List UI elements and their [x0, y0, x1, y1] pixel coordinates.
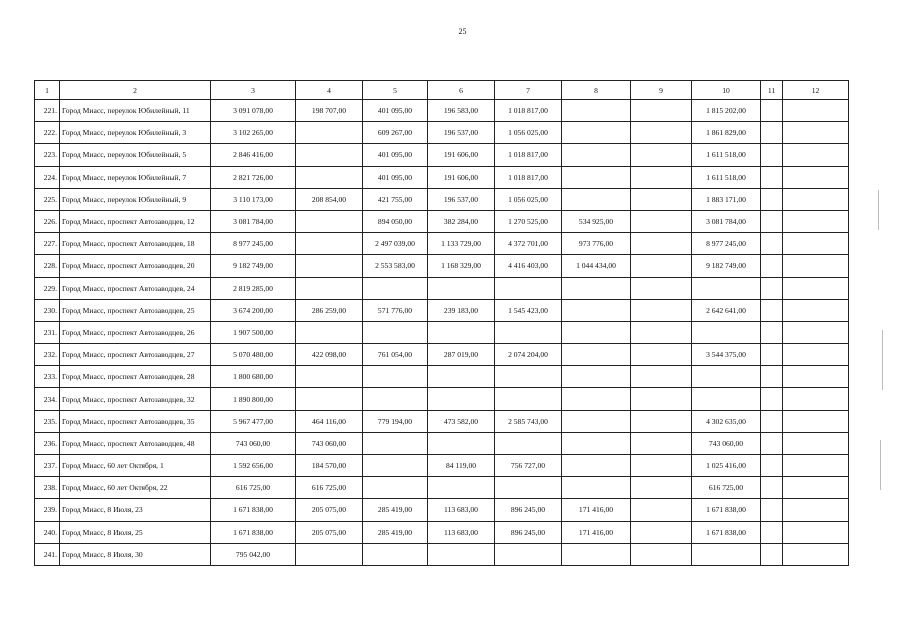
- column-header: 1: [35, 81, 60, 100]
- value-cell: [783, 477, 849, 499]
- value-cell: 743 060,00: [211, 432, 296, 454]
- value-cell: 464 116,00: [296, 410, 363, 432]
- row-number-cell: 241.: [35, 543, 60, 565]
- value-cell: 1 592 656,00: [211, 455, 296, 477]
- value-cell: [363, 432, 428, 454]
- value-cell: [495, 321, 562, 343]
- value-cell: 205 075,00: [296, 521, 363, 543]
- value-cell: [761, 321, 783, 343]
- value-cell: 8 977 245,00: [692, 233, 761, 255]
- page-number: 25: [458, 27, 467, 36]
- value-cell: [495, 277, 562, 299]
- value-cell: 616 725,00: [296, 477, 363, 499]
- value-cell: [428, 277, 495, 299]
- value-cell: 285 419,00: [363, 499, 428, 521]
- table-row: [35, 321, 849, 343]
- column-header: 12: [783, 81, 849, 100]
- row-number-cell: 239.: [35, 499, 60, 521]
- value-cell: [631, 277, 692, 299]
- value-cell: 1 907 500,00: [211, 321, 296, 343]
- value-cell: [562, 277, 631, 299]
- column-header: 4: [296, 81, 363, 100]
- value-cell: [296, 122, 363, 144]
- value-cell: 896 245,00: [495, 499, 562, 521]
- value-cell: [296, 255, 363, 277]
- value-cell: 571 776,00: [363, 299, 428, 321]
- value-cell: 896 245,00: [495, 521, 562, 543]
- value-cell: [761, 499, 783, 521]
- table-row: [35, 521, 849, 543]
- value-cell: 9 182 749,00: [211, 255, 296, 277]
- value-cell: [631, 521, 692, 543]
- value-cell: 973 776,00: [562, 233, 631, 255]
- table-row: [35, 455, 849, 477]
- row-number-cell: 234.: [35, 388, 60, 410]
- value-cell: 795 042,00: [211, 543, 296, 565]
- value-cell: [631, 344, 692, 366]
- address-cell: Город Миасс, переулок Юбилейный, 7: [60, 166, 211, 188]
- value-cell: [692, 277, 761, 299]
- value-cell: [562, 432, 631, 454]
- value-cell: [761, 166, 783, 188]
- value-cell: [783, 188, 849, 210]
- value-cell: 3 091 078,00: [211, 100, 296, 122]
- value-cell: 1 018 817,00: [495, 100, 562, 122]
- value-cell: 3 081 784,00: [692, 210, 761, 232]
- table-row: [35, 499, 849, 521]
- address-cell: Город Миасс, проспект Автозаводцев, 35: [60, 410, 211, 432]
- value-cell: 191 606,00: [428, 166, 495, 188]
- value-cell: [631, 122, 692, 144]
- value-cell: 761 054,00: [363, 344, 428, 366]
- value-cell: 1 883 171,00: [692, 188, 761, 210]
- address-cell: Город Миасс, 8 Июля, 25: [60, 521, 211, 543]
- value-cell: 1 056 025,00: [495, 122, 562, 144]
- value-cell: [761, 388, 783, 410]
- value-cell: [562, 477, 631, 499]
- value-cell: [495, 388, 562, 410]
- value-cell: 3 674 200,00: [211, 299, 296, 321]
- value-cell: [631, 188, 692, 210]
- value-cell: 534 925,00: [562, 210, 631, 232]
- column-header: 7: [495, 81, 562, 100]
- value-cell: 239 183,00: [428, 299, 495, 321]
- value-cell: 2 642 641,00: [692, 299, 761, 321]
- value-cell: [761, 455, 783, 477]
- row-number-cell: 230.: [35, 299, 60, 321]
- value-cell: [631, 477, 692, 499]
- row-number-cell: 229.: [35, 277, 60, 299]
- value-cell: 205 075,00: [296, 499, 363, 521]
- value-cell: [363, 277, 428, 299]
- value-cell: 4 416 403,00: [495, 255, 562, 277]
- value-cell: [296, 366, 363, 388]
- value-cell: [761, 410, 783, 432]
- value-cell: 1 056 025,00: [495, 188, 562, 210]
- value-cell: 2 585 743,00: [495, 410, 562, 432]
- value-cell: [783, 499, 849, 521]
- row-number-cell: 224.: [35, 166, 60, 188]
- row-number-cell: 235.: [35, 410, 60, 432]
- value-cell: [631, 321, 692, 343]
- value-cell: [363, 366, 428, 388]
- value-cell: [495, 543, 562, 565]
- value-cell: 2 497 039,00: [363, 233, 428, 255]
- value-cell: 84 119,00: [428, 455, 495, 477]
- value-cell: 421 755,00: [363, 188, 428, 210]
- value-cell: 1 815 202,00: [692, 100, 761, 122]
- value-cell: [783, 455, 849, 477]
- value-cell: [783, 410, 849, 432]
- value-cell: 473 582,00: [428, 410, 495, 432]
- value-cell: [296, 210, 363, 232]
- row-number-cell: 223.: [35, 144, 60, 166]
- value-cell: 1 671 838,00: [692, 521, 761, 543]
- table-row: [35, 255, 849, 277]
- value-cell: [296, 388, 363, 410]
- row-number-cell: 222.: [35, 122, 60, 144]
- table-row: [35, 344, 849, 366]
- value-cell: [428, 477, 495, 499]
- value-cell: 184 570,00: [296, 455, 363, 477]
- table-row: [35, 122, 849, 144]
- header-row: [35, 81, 849, 100]
- value-cell: [495, 366, 562, 388]
- value-cell: [495, 432, 562, 454]
- table-row: [35, 366, 849, 388]
- value-cell: [761, 521, 783, 543]
- value-cell: 208 854,00: [296, 188, 363, 210]
- address-cell: Город Миасс, проспект Автозаводцев, 28: [60, 366, 211, 388]
- table-row: [35, 477, 849, 499]
- value-cell: [363, 477, 428, 499]
- value-cell: [562, 410, 631, 432]
- value-cell: [783, 543, 849, 565]
- address-cell: Город Миасс, 8 Июля, 30: [60, 543, 211, 565]
- row-number-cell: 225.: [35, 188, 60, 210]
- value-cell: [783, 100, 849, 122]
- value-cell: 616 725,00: [692, 477, 761, 499]
- value-cell: [761, 477, 783, 499]
- value-cell: [783, 277, 849, 299]
- row-number-cell: 238.: [35, 477, 60, 499]
- value-cell: [631, 432, 692, 454]
- value-cell: [562, 100, 631, 122]
- column-header: 3: [211, 81, 296, 100]
- address-cell: Город Миасс, 60 лет Октября, 22: [60, 477, 211, 499]
- registry-table: [34, 80, 849, 566]
- table-row: [35, 299, 849, 321]
- value-cell: 5 070 480,00: [211, 344, 296, 366]
- value-cell: [631, 144, 692, 166]
- address-cell: Город Миасс, 60 лет Октября, 1: [60, 455, 211, 477]
- address-cell: Город Миасс, проспект Автозаводцев, 32: [60, 388, 211, 410]
- scan-artifact: [880, 440, 881, 490]
- value-cell: [783, 388, 849, 410]
- table-row: [35, 144, 849, 166]
- value-cell: [562, 344, 631, 366]
- value-cell: 1 168 329,00: [428, 255, 495, 277]
- value-cell: [363, 388, 428, 410]
- value-cell: [631, 410, 692, 432]
- value-cell: [428, 388, 495, 410]
- value-cell: 1 025 416,00: [692, 455, 761, 477]
- value-cell: [631, 543, 692, 565]
- value-cell: [363, 543, 428, 565]
- row-number-cell: 221.: [35, 100, 60, 122]
- table-row: [35, 210, 849, 232]
- value-cell: 756 727,00: [495, 455, 562, 477]
- value-cell: 422 098,00: [296, 344, 363, 366]
- column-header: 11: [761, 81, 783, 100]
- column-header: 6: [428, 81, 495, 100]
- address-cell: Город Миасс, проспект Автозаводцев, 26: [60, 321, 211, 343]
- value-cell: 1 044 434,00: [562, 255, 631, 277]
- value-cell: [296, 321, 363, 343]
- column-header: 5: [363, 81, 428, 100]
- value-cell: [296, 144, 363, 166]
- value-cell: [783, 144, 849, 166]
- value-cell: [296, 233, 363, 255]
- value-cell: [562, 321, 631, 343]
- value-cell: [363, 321, 428, 343]
- value-cell: 1 671 838,00: [211, 499, 296, 521]
- value-cell: [783, 321, 849, 343]
- row-number-cell: 232.: [35, 344, 60, 366]
- value-cell: 4 302 635,00: [692, 410, 761, 432]
- address-cell: Город Миасс, переулок Юбилейный, 3: [60, 122, 211, 144]
- value-cell: [562, 122, 631, 144]
- value-cell: 1 018 817,00: [495, 166, 562, 188]
- value-cell: [761, 366, 783, 388]
- value-cell: [692, 388, 761, 410]
- value-cell: 1 861 829,00: [692, 122, 761, 144]
- value-cell: [631, 499, 692, 521]
- value-cell: [296, 277, 363, 299]
- value-cell: 8 977 245,00: [211, 233, 296, 255]
- value-cell: 894 050,00: [363, 210, 428, 232]
- value-cell: [761, 100, 783, 122]
- value-cell: [631, 299, 692, 321]
- value-cell: 2 553 583,00: [363, 255, 428, 277]
- table-row: [35, 388, 849, 410]
- value-cell: [783, 432, 849, 454]
- value-cell: [761, 210, 783, 232]
- value-cell: 191 606,00: [428, 144, 495, 166]
- value-cell: [761, 543, 783, 565]
- value-cell: 2 821 726,00: [211, 166, 296, 188]
- table-row: [35, 277, 849, 299]
- value-cell: 4 372 701,00: [495, 233, 562, 255]
- address-cell: Город Миасс, проспект Автозаводцев, 24: [60, 277, 211, 299]
- value-cell: 1 890 800,00: [211, 388, 296, 410]
- table-row: [35, 543, 849, 565]
- value-cell: 743 060,00: [296, 432, 363, 454]
- value-cell: 2 074 204,00: [495, 344, 562, 366]
- value-cell: [783, 166, 849, 188]
- row-number-cell: 233.: [35, 366, 60, 388]
- value-cell: 113 683,00: [428, 521, 495, 543]
- value-cell: [631, 166, 692, 188]
- column-header: 2: [60, 81, 211, 100]
- address-cell: Город Миасс, проспект Автозаводцев, 18: [60, 233, 211, 255]
- value-cell: 401 095,00: [363, 166, 428, 188]
- value-cell: 3 081 784,00: [211, 210, 296, 232]
- column-header: 10: [692, 81, 761, 100]
- value-cell: 1 545 423,00: [495, 299, 562, 321]
- value-cell: [428, 432, 495, 454]
- address-cell: Город Миасс, переулок Юбилейный, 5: [60, 144, 211, 166]
- value-cell: 401 095,00: [363, 144, 428, 166]
- value-cell: 196 583,00: [428, 100, 495, 122]
- value-cell: [761, 233, 783, 255]
- value-cell: 196 537,00: [428, 122, 495, 144]
- address-cell: Город Миасс, проспект Автозаводцев, 25: [60, 299, 211, 321]
- table-row: [35, 233, 849, 255]
- value-cell: [761, 144, 783, 166]
- value-cell: 287 019,00: [428, 344, 495, 366]
- address-cell: Город Миасс, 8 Июля, 23: [60, 499, 211, 521]
- value-cell: [631, 366, 692, 388]
- address-cell: Город Миасс, переулок Юбилейный, 9: [60, 188, 211, 210]
- value-cell: [562, 366, 631, 388]
- value-cell: [783, 255, 849, 277]
- value-cell: 285 419,00: [363, 521, 428, 543]
- value-cell: 1 800 680,00: [211, 366, 296, 388]
- value-cell: [692, 366, 761, 388]
- value-cell: 171 416,00: [562, 499, 631, 521]
- row-number-cell: 236.: [35, 432, 60, 454]
- table-row: [35, 432, 849, 454]
- value-cell: [631, 455, 692, 477]
- value-cell: [296, 166, 363, 188]
- value-cell: [783, 210, 849, 232]
- table-body: [35, 100, 849, 566]
- value-cell: [562, 144, 631, 166]
- value-cell: 616 725,00: [211, 477, 296, 499]
- value-cell: 1 018 817,00: [495, 144, 562, 166]
- value-cell: [761, 255, 783, 277]
- table-row: [35, 100, 849, 122]
- address-cell: Город Миасс, проспект Автозаводцев, 20: [60, 255, 211, 277]
- row-number-cell: 231.: [35, 321, 60, 343]
- value-cell: [631, 233, 692, 255]
- value-cell: [783, 233, 849, 255]
- value-cell: 2 819 285,00: [211, 277, 296, 299]
- value-cell: 9 182 749,00: [692, 255, 761, 277]
- value-cell: 1 270 525,00: [495, 210, 562, 232]
- value-cell: 286 259,00: [296, 299, 363, 321]
- value-cell: [363, 455, 428, 477]
- value-cell: 2 846 416,00: [211, 144, 296, 166]
- value-cell: [761, 299, 783, 321]
- address-cell: Город Миасс, проспект Автозаводцев, 48: [60, 432, 211, 454]
- value-cell: [562, 455, 631, 477]
- value-cell: 171 416,00: [562, 521, 631, 543]
- row-number-cell: 237.: [35, 455, 60, 477]
- value-cell: [495, 477, 562, 499]
- value-cell: 113 683,00: [428, 499, 495, 521]
- value-cell: 779 194,00: [363, 410, 428, 432]
- scan-artifact: [878, 190, 879, 230]
- value-cell: 401 095,00: [363, 100, 428, 122]
- table-row: [35, 166, 849, 188]
- value-cell: [428, 543, 495, 565]
- value-cell: [761, 344, 783, 366]
- value-cell: [428, 321, 495, 343]
- row-number-cell: 240.: [35, 521, 60, 543]
- value-cell: 3 544 375,00: [692, 344, 761, 366]
- row-number-cell: 227.: [35, 233, 60, 255]
- table-row: [35, 410, 849, 432]
- value-cell: [761, 122, 783, 144]
- value-cell: [562, 543, 631, 565]
- value-cell: [761, 432, 783, 454]
- value-cell: [783, 122, 849, 144]
- column-header: 8: [562, 81, 631, 100]
- value-cell: [562, 166, 631, 188]
- value-cell: [783, 299, 849, 321]
- value-cell: 3 110 173,00: [211, 188, 296, 210]
- column-header: 9: [631, 81, 692, 100]
- value-cell: 196 537,00: [428, 188, 495, 210]
- value-cell: [783, 366, 849, 388]
- value-cell: 743 060,00: [692, 432, 761, 454]
- row-number-cell: 226.: [35, 210, 60, 232]
- value-cell: 3 102 265,00: [211, 122, 296, 144]
- value-cell: [692, 321, 761, 343]
- value-cell: 1 611 518,00: [692, 166, 761, 188]
- scan-artifact: [882, 330, 883, 390]
- value-cell: [562, 299, 631, 321]
- value-cell: 382 284,00: [428, 210, 495, 232]
- value-cell: [692, 543, 761, 565]
- value-cell: [428, 366, 495, 388]
- value-cell: [296, 543, 363, 565]
- value-cell: 1 611 518,00: [692, 144, 761, 166]
- row-number-cell: 228.: [35, 255, 60, 277]
- value-cell: [631, 100, 692, 122]
- value-cell: [631, 255, 692, 277]
- value-cell: [783, 521, 849, 543]
- value-cell: [631, 388, 692, 410]
- address-cell: Город Миасс, проспект Автозаводцев, 12: [60, 210, 211, 232]
- value-cell: [562, 388, 631, 410]
- address-cell: Город Миасс, проспект Автозаводцев, 27: [60, 344, 211, 366]
- value-cell: 609 267,00: [363, 122, 428, 144]
- value-cell: 198 707,00: [296, 100, 363, 122]
- value-cell: 5 967 477,00: [211, 410, 296, 432]
- value-cell: [761, 277, 783, 299]
- table-row: [35, 188, 849, 210]
- value-cell: 1 671 838,00: [692, 499, 761, 521]
- value-cell: 1 133 729,00: [428, 233, 495, 255]
- value-cell: [783, 344, 849, 366]
- value-cell: 1 671 838,00: [211, 521, 296, 543]
- value-cell: [761, 188, 783, 210]
- address-cell: Город Миасс, переулок Юбилейный, 11: [60, 100, 211, 122]
- value-cell: [631, 210, 692, 232]
- value-cell: [562, 188, 631, 210]
